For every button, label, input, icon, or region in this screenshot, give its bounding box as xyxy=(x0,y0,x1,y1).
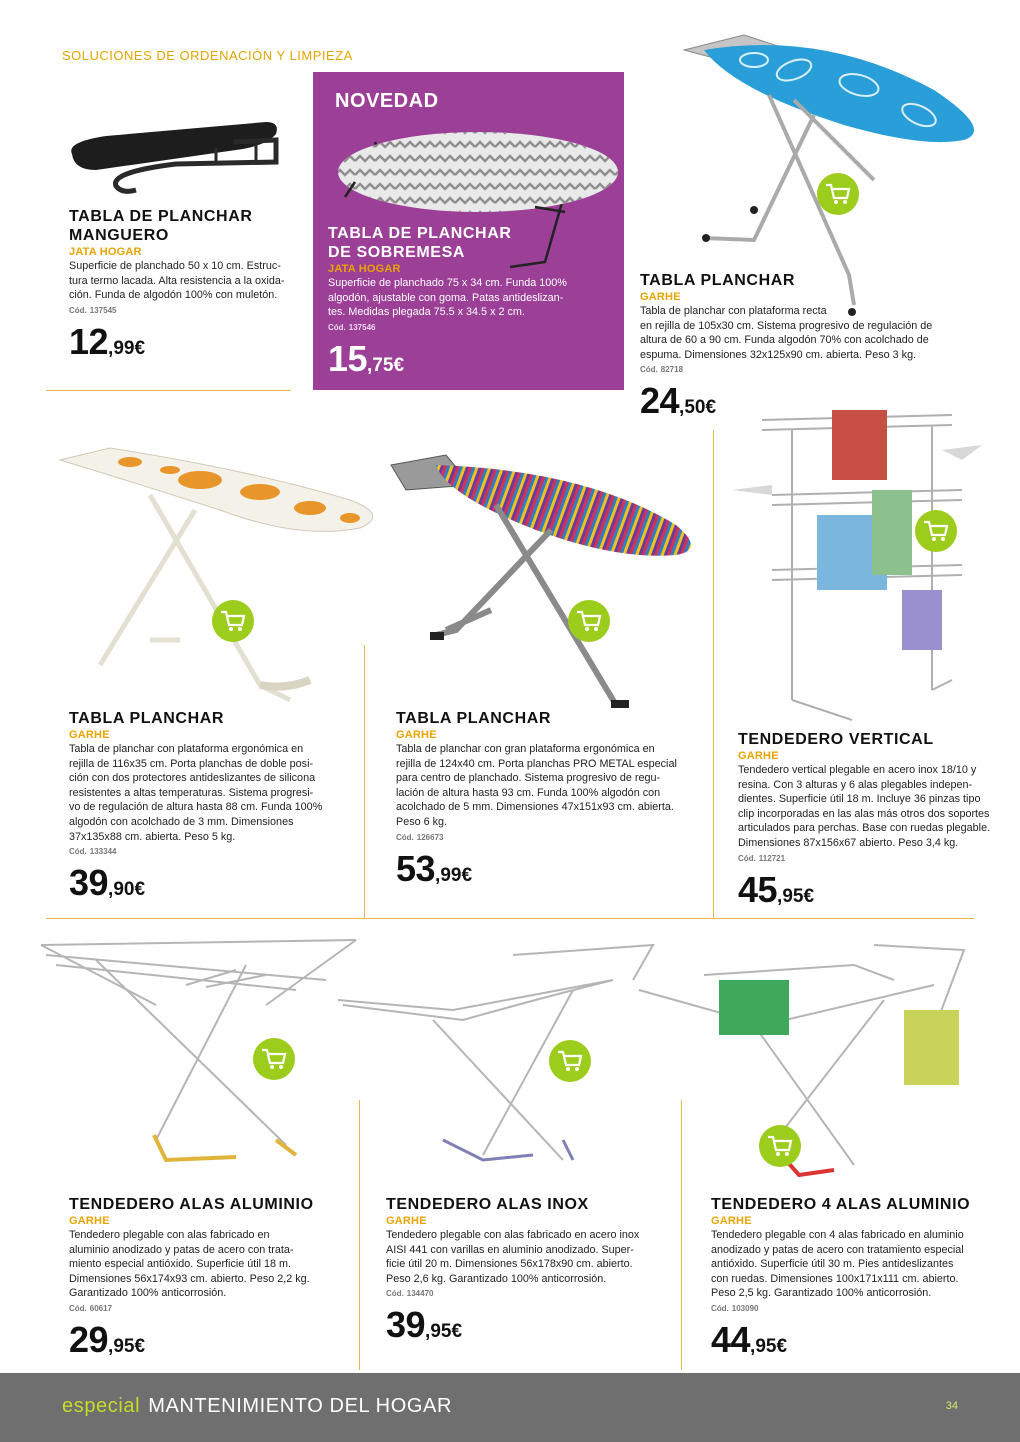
product-code: Cód. 126673 xyxy=(396,832,444,842)
product-code: Cód. 137545 xyxy=(69,305,117,315)
four-wing-dryer-image xyxy=(634,940,974,1180)
product-brand: GARHE xyxy=(396,729,437,741)
cart-icon xyxy=(557,1049,583,1073)
add-to-cart-button[interactable] xyxy=(759,1125,801,1167)
product-description: Superficie de planchado 50 x 10 cm. Estruc- tura termo lacada. Alta resistencia a la oxida- ción. Funda de algodón 100% con muletón. xyxy=(69,260,285,302)
product-title: TENDEDERO ALAS ALUMINIO xyxy=(69,1196,314,1213)
product-title: TENDEDERO ALAS INOX xyxy=(386,1196,589,1213)
product-card xyxy=(328,224,618,387)
product-description: Tendedero plegable con alas fabricado en acero inox AISI 441 con varillas en aluminio anodizado. Super- ficie útil 20 m. Dimensiones 56x178x90 cm. abierto. Peso 2,6 kg. Garantizado 100% anticorrosión. xyxy=(386,1229,640,1285)
product-title: TABLA PLANCHAR xyxy=(69,710,225,727)
divider xyxy=(46,918,974,919)
product-code: Cód. 137546 xyxy=(328,322,376,332)
product-description: Superficie de planchado 75 x 34 cm. Funda 100% algodón, ajustable con goma. Patas antideslizan- tes. Medidas plegada 75.5 x 34.5 x 2 cm. xyxy=(328,277,567,319)
product-title: TABLA DE PLANCHAR MANGUERO xyxy=(69,208,253,244)
product-price: 44,95€ xyxy=(711,1318,788,1360)
product-title: TENDEDERO VERTICAL xyxy=(738,731,934,748)
product-code: Cód. 103090 xyxy=(711,1303,759,1313)
product-brand: GARHE xyxy=(69,729,110,741)
product-price: 39,90€ xyxy=(69,862,146,904)
divider xyxy=(713,430,714,918)
product-price: 53,99€ xyxy=(396,847,473,889)
product-code: Cód. 60617 xyxy=(69,1303,113,1313)
product-price: 12,99€ xyxy=(69,320,146,362)
product-brand: GARHE xyxy=(738,750,779,762)
product-description: Tabla de planchar con plataforma ergonómica en rejilla de 116x35 cm. Porta planchas de doble posi- ción con dos protectores antideslizantes de silicona resistentes a altas temperaturas. Sistema progresi- vo de regulación de altura hasta 88 cm. Funda 100% algodón con acolchado de 3 mm. Dimensiones 37x135x88 cm. abierta. Peso 5 kg. xyxy=(69,743,323,843)
product-card xyxy=(738,730,1008,918)
product-price: 39,95€ xyxy=(386,1304,463,1346)
product-title: TABLA DE PLANCHAR DE SOBREMESA xyxy=(328,225,512,261)
product-description: Tabla de planchar con plataforma recta en rejilla de 105x30 cm. Sistema progresivo de regulación de altura de 60 a 90 cm. Funda algodón 70% con acolchado de espuma. Dimensiones 32x125x90 cm. abierta. Peso 3 kg. xyxy=(640,305,933,361)
product-card xyxy=(69,709,359,911)
product-card xyxy=(396,709,696,897)
product-description: Tabla de planchar con gran plataforma ergonómica en rejilla de 124x40 cm. Porta planchas PRO METAL especial para centro de planchado. Sistema progresivo de regu- lación de altura hasta 93 cm. Funda 100% algodón con acolchado de 5 mm. Dimensiones 47x151x93 cm. abierta. Peso 6 kg. xyxy=(396,743,677,828)
product-description: Tendedero plegable con alas fabricado en aluminio anodizado y patas de acero con trata- miento especial antióxido. Superficie útil 18 m. Dimensiones 56x174x93 cm. abierto. Peso 2,2 kg. Garantizado 100% anticorrosión. xyxy=(69,1229,310,1300)
cart-icon xyxy=(576,609,602,633)
add-to-cart-button[interactable] xyxy=(817,173,859,215)
add-to-cart-button[interactable] xyxy=(568,600,610,642)
divider xyxy=(46,390,291,391)
product-code: Cód. 134470 xyxy=(386,1289,434,1299)
product-card xyxy=(69,207,299,370)
novedad-badge: NOVEDAD xyxy=(335,90,439,112)
product-title: TABLA PLANCHAR xyxy=(396,710,552,727)
cart-icon xyxy=(261,1047,287,1071)
cart-icon xyxy=(825,182,851,206)
product-price: 15,75€ xyxy=(328,337,405,379)
cart-icon xyxy=(923,519,949,543)
page-number: 34 xyxy=(945,1400,958,1412)
product-price: 24,50€ xyxy=(640,380,717,422)
add-to-cart-button[interactable] xyxy=(549,1040,591,1082)
vertical-clothes-dryer-image xyxy=(732,400,988,730)
product-description: Tendedero plegable con 4 alas fabricado en aluminio anodizado y patas de acero con tratamiento especial antióxido. Superficie útil 30 m. Pies antideslizantes con ruedas. Dimensiones 100x171x111 cm. abierto. Peso 2,5 kg. Garantizado 100% anticorrosión. xyxy=(711,1229,964,1300)
add-to-cart-button[interactable] xyxy=(212,600,254,642)
striped-ironing-board-image xyxy=(386,450,706,740)
product-code: Cód. 133344 xyxy=(69,847,117,857)
section-title: SOLUCIONES DE ORDENACIÓN Y LIMPIEZA xyxy=(62,48,353,63)
inox-wing-dryer-image xyxy=(333,940,668,1165)
product-code: Cód. 82718 xyxy=(640,365,684,375)
footer-bar xyxy=(0,1373,1020,1442)
product-card xyxy=(640,271,960,429)
product-title: TENDEDERO 4 ALAS ALUMINIO xyxy=(711,1196,971,1213)
add-to-cart-button[interactable] xyxy=(253,1038,295,1080)
product-price: 45,95€ xyxy=(738,868,815,910)
orange-dot-ironing-board-image xyxy=(50,440,380,720)
product-card xyxy=(386,1195,676,1353)
footer-title: especial MANTENIMIENTO DEL HOGAR xyxy=(62,1395,453,1417)
product-description: Tendedero vertical plegable en acero inox 18/10 y resina. Con 3 alturas y 6 alas plegables indepen- dientes. Superficie útil 18 m. Incluye 36 pinzas tipo clip incorporadas en las alas más otros dos soportes articulados para perchas. Base con ruedas plegable. Dimensiones 87x156x67 abierto. Peso 3,4 kg. xyxy=(738,764,991,849)
product-brand: GARHE xyxy=(711,1215,752,1227)
aluminium-wing-dryer-image xyxy=(36,935,361,1165)
product-brand: GARHE xyxy=(69,1215,110,1227)
product-code: Cód. 112721 xyxy=(738,853,786,863)
product-card xyxy=(69,1195,354,1368)
add-to-cart-button[interactable] xyxy=(915,510,957,552)
product-brand: JATA HOGAR xyxy=(69,246,142,258)
sleeve-ironing-board-image xyxy=(66,112,288,202)
product-card xyxy=(711,1195,1006,1368)
product-price: 29,95€ xyxy=(69,1318,146,1360)
product-brand: JATA HOGAR xyxy=(328,263,401,275)
cart-icon xyxy=(220,609,246,633)
cart-icon xyxy=(767,1134,793,1158)
product-brand: GARHE xyxy=(640,291,681,303)
product-title: TABLA PLANCHAR xyxy=(640,272,796,289)
product-brand: GARHE xyxy=(386,1215,427,1227)
